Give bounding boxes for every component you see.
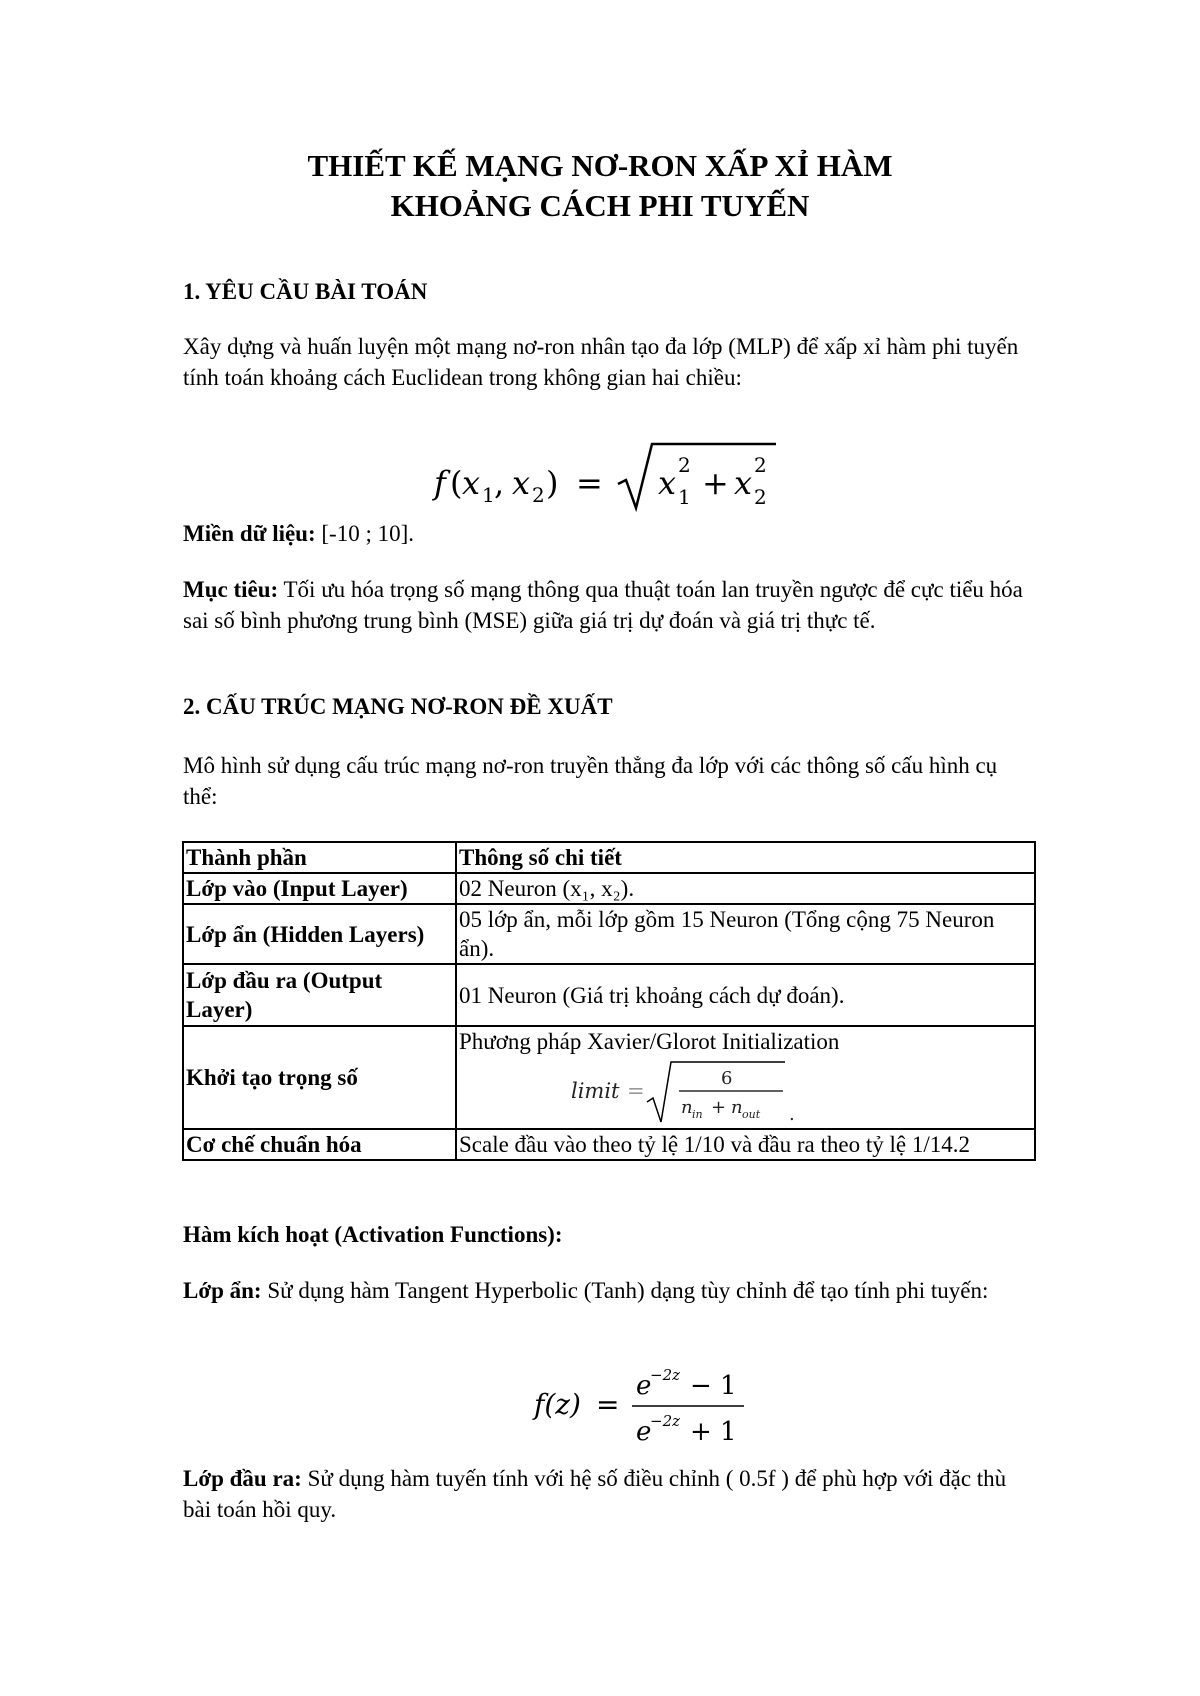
svg-text:1: 1 [482,483,495,507]
table-cell-component: Lớp vào (Input Layer) [183,873,456,904]
data-domain-value: [-10 ; 10]. [315,521,415,546]
svg-text:6: 6 [721,1068,733,1089]
table-cell-detail: 01 Neuron (Giá trị khoảng cách dự đoán). [456,964,1035,1026]
svg-text:x: x [462,464,481,502]
section-2-intro: Mô hình sử dụng cấu trúc mạng nơ-ron truyền thẳng đa lớp với các thông số cấu hình cụ thể: [183,753,998,809]
svg-text:− 1: − 1 [690,1371,737,1401]
table-row [183,964,1035,1026]
table-header-cell: Thông số chi tiết [456,842,1035,873]
svg-text:+: + [711,1097,727,1118]
hidden-activation-text: Sử dụng hàm Tangent Hyperbolic (Tanh) dạng tùy chỉnh để tạo tính phi tuyến: [261,1278,989,1303]
hidden-activation-paragraph [183,1275,1023,1306]
table-row [183,873,1035,904]
network-spec-table [182,841,1036,1161]
svg-text:2: 2 [532,483,545,507]
xavier-formula [571,1058,801,1124]
xavier-method-text: Phương pháp Xavier/Glorot Initialization [459,1029,840,1054]
data-domain-line [183,518,1023,549]
svg-text:x: x [658,464,677,502]
table-row [183,1129,1035,1160]
table-cell-component: Khởi tạo trọng số [183,1026,456,1129]
title-line-2: KHOẢNG CÁCH PHI TUYẾN [390,188,810,223]
output-activation-label: Lớp đầu ra: [183,1466,302,1491]
table-row [183,904,1035,964]
svg-text:limit: limit [571,1079,620,1103]
activation-heading: Hàm kích hoạt (Activation Functions): [183,1222,563,1247]
svg-text:2: 2 [754,453,767,477]
svg-text:+ 1: + 1 [690,1417,737,1447]
table-cell-component: Lớp ẩn (Hidden Layers) [183,904,456,964]
svg-text:=: = [596,1388,620,1421]
svg-text:,: , [494,464,505,502]
table-cell-detail: Scale đầu vào theo tỷ lệ 1/10 và đầu ra theo tỷ lệ 1/14.2 [456,1129,1035,1160]
table-row [183,1026,1035,1129]
svg-text:.: . [789,1104,795,1124]
hidden-activation-label: Lớp ẩn: [183,1278,262,1303]
section-1-heading: 1. YÊU CẦU BÀI TOÁN [183,279,428,304]
document-title [0,146,1200,226]
tanh-formula [532,1356,752,1452]
table-cell-component: Lớp đầu ra (Output Layer) [183,964,456,1026]
output-activation-text: Sử dụng hàm tuyến tính với hệ số điều chỉnh ( 0.5f ) để phù hợp với đặc thù bài toán hồi quy. [183,1466,1007,1522]
table-cell-detail: 02 Neuron (x₁, x₂). [456,873,1035,904]
svg-text:n: n [731,1097,743,1118]
section-2-heading: 2. CẤU TRÚC MẠNG NƠ-RON ĐỀ XUẤT [183,694,613,719]
euclidean-formula [430,440,800,516]
svg-text:in: in [692,1108,703,1121]
svg-text:(: ( [450,464,463,502]
svg-text:2: 2 [678,453,691,477]
formula-f: f [434,464,446,502]
section-1-intro: Xây dựng và huấn luyện một mạng nơ-ron nhân tạo đa lớp (MLP) để xấp xỉ hàm phi tuyến tính toán khoảng cách Euclidean trong không gian hai chiều: [183,334,1019,390]
svg-text:out: out [742,1108,761,1121]
svg-text:x: x [734,464,753,502]
svg-text:−2z: −2z [650,1412,681,1430]
output-activation-paragraph [183,1463,1023,1525]
data-domain-label: Miền dữ liệu: [183,521,316,546]
goal-text: Tối ưu hóa trọng số mạng thông qua thuật toán lan truyền ngược để cực tiểu hóa sai số bình phương trung bình (MSE) giữa giá trị dự đoán và giá trị thực tế. [183,577,1023,633]
table-cell-detail: 05 lớp ẩn, mỗi lớp gồm 15 Neuron (Tổng cộng 75 Neuron ẩn). [456,904,1035,964]
table-cell-detail [456,1026,1035,1129]
svg-text:+: + [702,464,729,502]
svg-text:=: = [576,464,603,502]
svg-text:e: e [636,1417,652,1447]
svg-text:e: e [636,1371,652,1401]
svg-text:=: = [627,1079,645,1103]
svg-text:f(z): f(z) [534,1388,581,1421]
svg-text:n: n [681,1097,693,1118]
svg-text:1: 1 [678,485,691,509]
sqrt-radical [618,444,776,508]
goal-label: Mục tiêu: [183,577,279,602]
svg-text:2: 2 [754,485,767,509]
goal-paragraph [183,574,1023,636]
title-line-1: THIẾT KẾ MẠNG NƠ-RON XẤP XỈ HÀM [307,148,893,183]
table-header-row [183,842,1035,873]
table-cell-component: Cơ chế chuẩn hóa [183,1129,456,1160]
table-header-cell: Thành phần [183,842,456,873]
svg-text:−2z: −2z [650,1366,681,1384]
svg-text:): ) [546,464,559,502]
svg-text:x: x [512,464,531,502]
